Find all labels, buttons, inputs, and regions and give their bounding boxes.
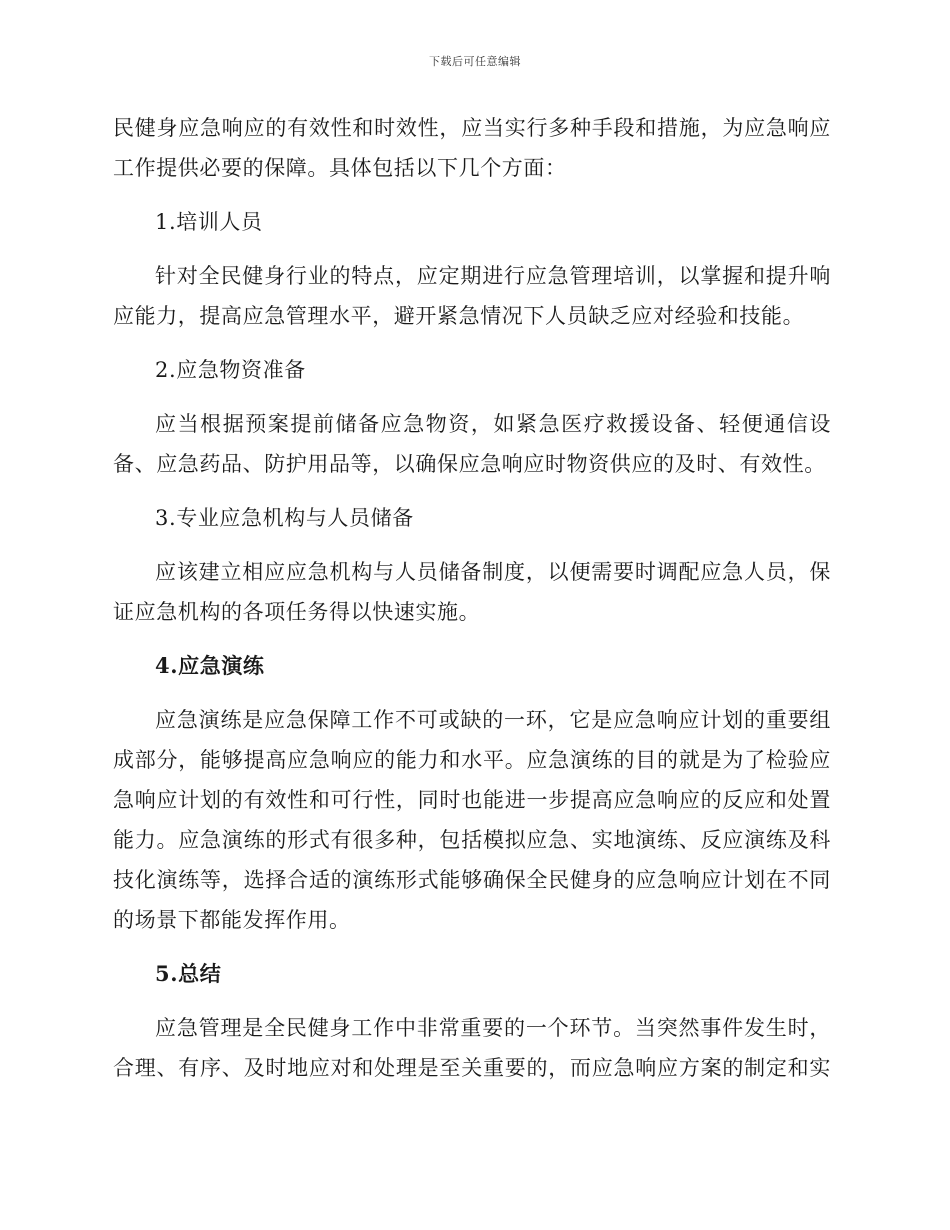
page-header: 下载后可任意编辑 [429, 55, 521, 68]
paragraph-line: 的场景下都能发挥作用。 [113, 908, 351, 932]
section-heading-supplies: 2.应急物资准备 [155, 358, 306, 382]
paragraph-line: 应急演练是应急保障工作不可或缺的一环，它是应急响应计划的重要组 [155, 708, 831, 732]
paragraph-line: 成部分，能够提高应急响应的能力和水平。应急演练的目的就是为了检验应 [113, 748, 831, 772]
paragraph-line: 应该建立相应应急机构与人员储备制度，以便需要时调配应急人员，保 [155, 560, 831, 584]
paragraph-line: 备、应急药品、防护用品等，以确保应急响应时物资供应的及时、有效性。 [113, 452, 826, 476]
paragraph-line: 应急管理是全民健身工作中非常重要的一个环节。当突然事件发生时， [155, 1016, 831, 1040]
paragraph-line: 应能力，提高应急管理水平，避开紧急情况下人员缺乏应对经验和技能。 [113, 304, 805, 328]
paragraph-line: 合理、有序、及时地应对和处理是至关重要的，而应急响应方案的制定和实 [113, 1056, 831, 1080]
section-heading-agencies: 3.专业应急机构与人员储备 [155, 506, 414, 530]
paragraph-line: 针对全民健身行业的特点，应定期进行应急管理培训，以掌握和提升响 [155, 264, 831, 288]
paragraph-line: 工作提供必要的保障。具体包括以下几个方面： [113, 156, 567, 180]
paragraph-line: 急响应计划的有效性和可行性，同时也能进一步提高应急响应的反应和处置 [113, 788, 831, 812]
paragraph-line: 能力。应急演练的形式有很多种，包括模拟应急、实地演练、反应演练及科 [113, 828, 831, 852]
paragraph-line: 应当根据预案提前储备应急物资，如紧急医疗救援设备、轻便通信设 [155, 412, 831, 436]
document-body [113, 108, 831, 1088]
section-heading-summary: 5.总结 [155, 961, 222, 986]
section-heading-drills: 4.应急演练 [155, 653, 265, 678]
paragraph-line: 证应急机构的各项任务得以快速实施。 [113, 600, 481, 624]
section-heading-training: 1.培训人员 [155, 210, 263, 234]
paragraph-line: 技化演练等，选择合适的演练形式能够确保全民健身的应急响应计划在不同 [113, 868, 831, 892]
paragraph-line: 民健身应急响应的有效性和时效性，应当实行多种手段和措施，为应急响应 [113, 116, 831, 140]
